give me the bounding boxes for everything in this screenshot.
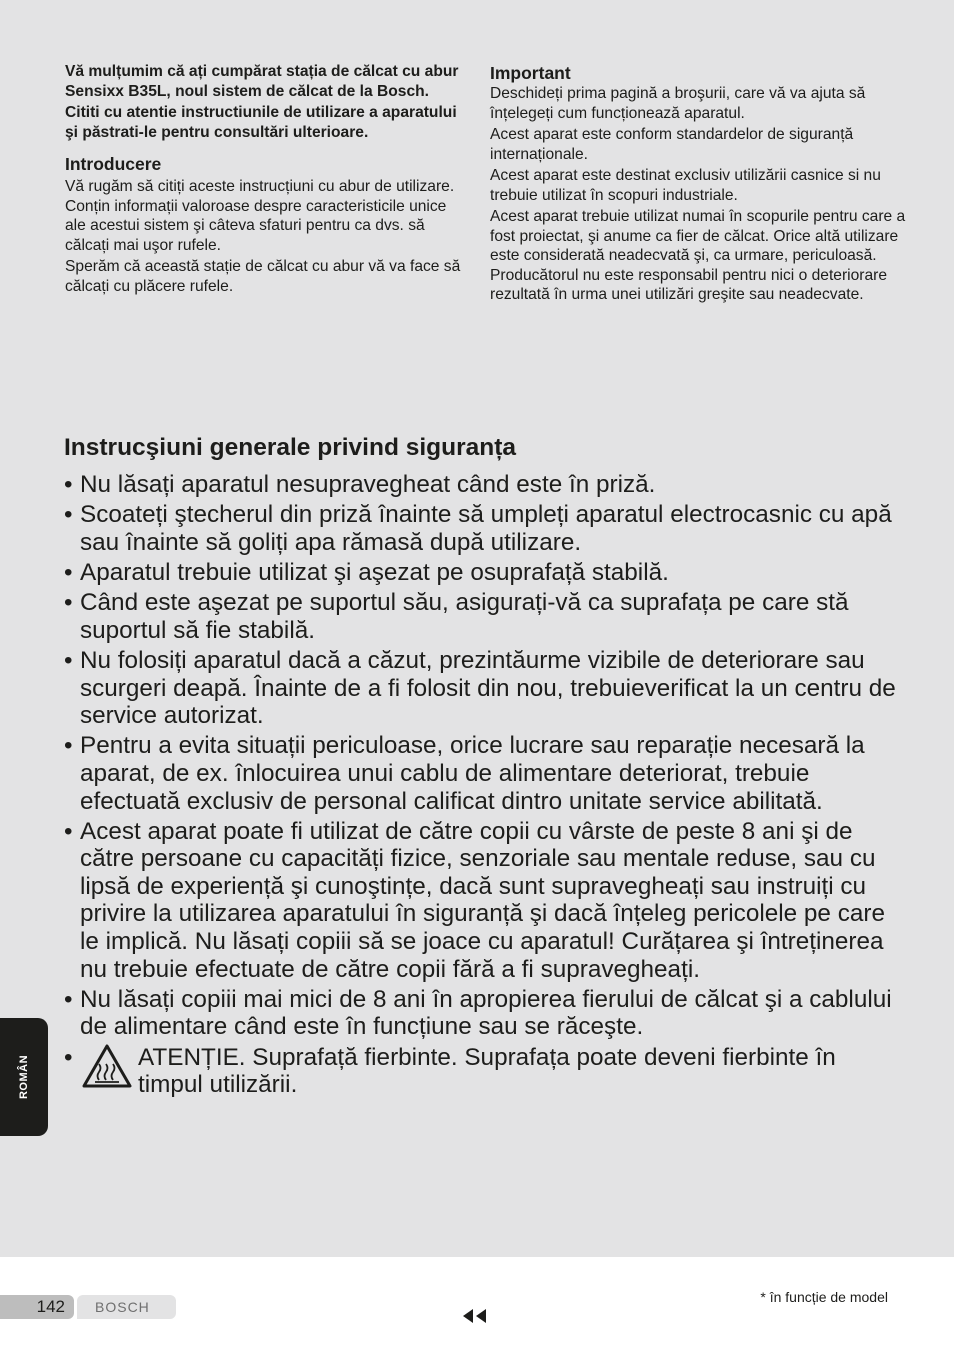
safety-bullet-text: Acest aparat poate fi utilizat de către copii cu vârste de peste 8 ani şi de către persoane cu capacități fizice, senzoriale sau mentale reduse, sau cu lipsă de experiență şi cunoştințe, dacă sunt supravegheați sau instruiți cu privire la utilizarea aparatului în siguranță şi dacă înțeleg pericolele pe care le implică. Nu lăsați copiii să se joace cu aparatul! Curățarea şi întreținerea nu trebuie efectuate de către copii fără a fi supravegheați. xyxy=(80,817,885,983)
safety-bullet-text: Pentru a evita situații periculoase, orice lucrare sau reparație necesară la aparat, de ex. înlocuirea unui cablu de alimentare deteriorat, trebuie efectuată exclusiv de personal calificat dintro unitate service abilitată. xyxy=(80,732,865,815)
safety-bullet-text: Nu lăsați copiii mai mici de 8 ani în apropierea fierului de călcat şi a cablului de alimentare când este în funcțiune sau se răceşte. xyxy=(80,985,892,1041)
footnote: * în funcție de model xyxy=(760,1289,888,1305)
important-paragraph-2: Acest aparat este conform standardelor de siguranță internaționale. xyxy=(490,126,854,163)
language-side-tab xyxy=(0,1018,48,1136)
intro-block xyxy=(65,62,470,142)
bullet-dot: • xyxy=(64,558,73,586)
left-column xyxy=(65,62,470,296)
hot-surface-warning-icon xyxy=(82,1044,132,1088)
safety-bullet-text: ATENȚIE. Suprafață fierbinte. Suprafața poate deveni fierbinte în timpul utilizării. xyxy=(138,1043,836,1099)
safety-bullet-text: Nu folosiți aparatul dacă a căzut, prezintăurme vizibile de deteriorare sau scurgeri deapă. Înainte de a fi folosit din nou, trebuieverificat la un centru de service autorizat. xyxy=(80,646,896,730)
bullet-dot: • xyxy=(64,501,73,529)
safety-bullet-text: Nu lăsați aparatul nesupravegheat când este în priză. xyxy=(80,471,656,498)
bullet-dot: • xyxy=(64,471,73,498)
safety-section xyxy=(64,432,904,1101)
safety-bullet-text: Scoateți ştecherul din priză înainte să umpleți aparatul electrocasnic cu apă sau înainte să goliți apa rămasă după utilizare. xyxy=(80,501,892,556)
right-column xyxy=(490,62,910,305)
safety-bullet xyxy=(64,818,904,984)
bullet-dot: • xyxy=(64,1043,73,1071)
safety-bullet xyxy=(64,986,904,1041)
bullet-dot: • xyxy=(64,589,73,617)
bullet-dot: • xyxy=(64,732,73,760)
safety-bullet-text: Când este aşezat pe suportul său, asigurați-vă ca suprafața pe care stă suportul să fie stabilă. xyxy=(80,589,849,644)
important-heading: Important xyxy=(490,63,571,83)
introducere-paragraph-2: Sperăm că această stație de călcat cu abur vă va face să călcați cu plăcere rufele. xyxy=(65,258,461,295)
safety-bullet xyxy=(64,471,904,499)
bullet-dot: • xyxy=(64,985,73,1013)
safety-bullet xyxy=(64,589,904,644)
intro-thanks: Vă mulțumim că ați cumpărat stația de călcat cu abur Sensixx B35L, noul sistem de călcat de la Bosch. xyxy=(65,63,459,100)
safety-bullet-text: Aparatul trebuie utilizat şi aşezat pe osuprafață stabilă. xyxy=(80,558,669,586)
double-left-arrow-icon xyxy=(462,1308,490,1324)
safety-bullet xyxy=(64,732,904,815)
page-number: 142 xyxy=(0,1295,74,1319)
safety-bullet xyxy=(64,501,904,556)
introducere-paragraph-1: Vă rugăm să citiți aceste instrucțiuni cu abur de utilizare. Conțin informații valoroase despre caracteristicile unice ale acestui sistem şi câteva sfaturi pentru ca dvs. să călcați mai uşor rufele. xyxy=(65,178,455,254)
safety-bullet xyxy=(64,559,904,587)
language-label: ROMÂN xyxy=(18,1054,30,1100)
introducere-heading: Introducere xyxy=(65,154,162,174)
important-paragraph-1: Deschideți prima pagină a broşurii, care vă va ajuta să înțelegeți cum funcționează aparatul. xyxy=(490,85,866,122)
bullet-dot: • xyxy=(64,646,73,674)
safety-bullet xyxy=(64,647,904,730)
safety-title: Instrucşiuni generale privind siguranța xyxy=(64,434,516,461)
brand-label: BOSCH xyxy=(77,1295,176,1319)
important-paragraph-4: Acest aparat trebuie utilizat numai în scopurile pentru care a fost proiectat, şi anume ca fier de călcat. Orice altă utilizare este considerată neadecvată şi, ca urmare, periculoasă. Producătorul nu este responsabil pentru nici o deteriorare rezultată în urma unei utilizări greşite sau neadecvate. xyxy=(490,208,906,303)
intro-read-instructions: Cititi cu atentie instructiunile de utilizare a aparatului şi păstrati-le pentru consultări ulterioare. xyxy=(65,104,457,141)
safety-bullet-warning xyxy=(64,1044,904,1099)
important-paragraph-3: Acest aparat este destinat exclusiv utilizării casnice si nu trebuie utilizat în scopuri industriale. xyxy=(490,167,881,204)
bullet-dot: • xyxy=(64,817,73,845)
